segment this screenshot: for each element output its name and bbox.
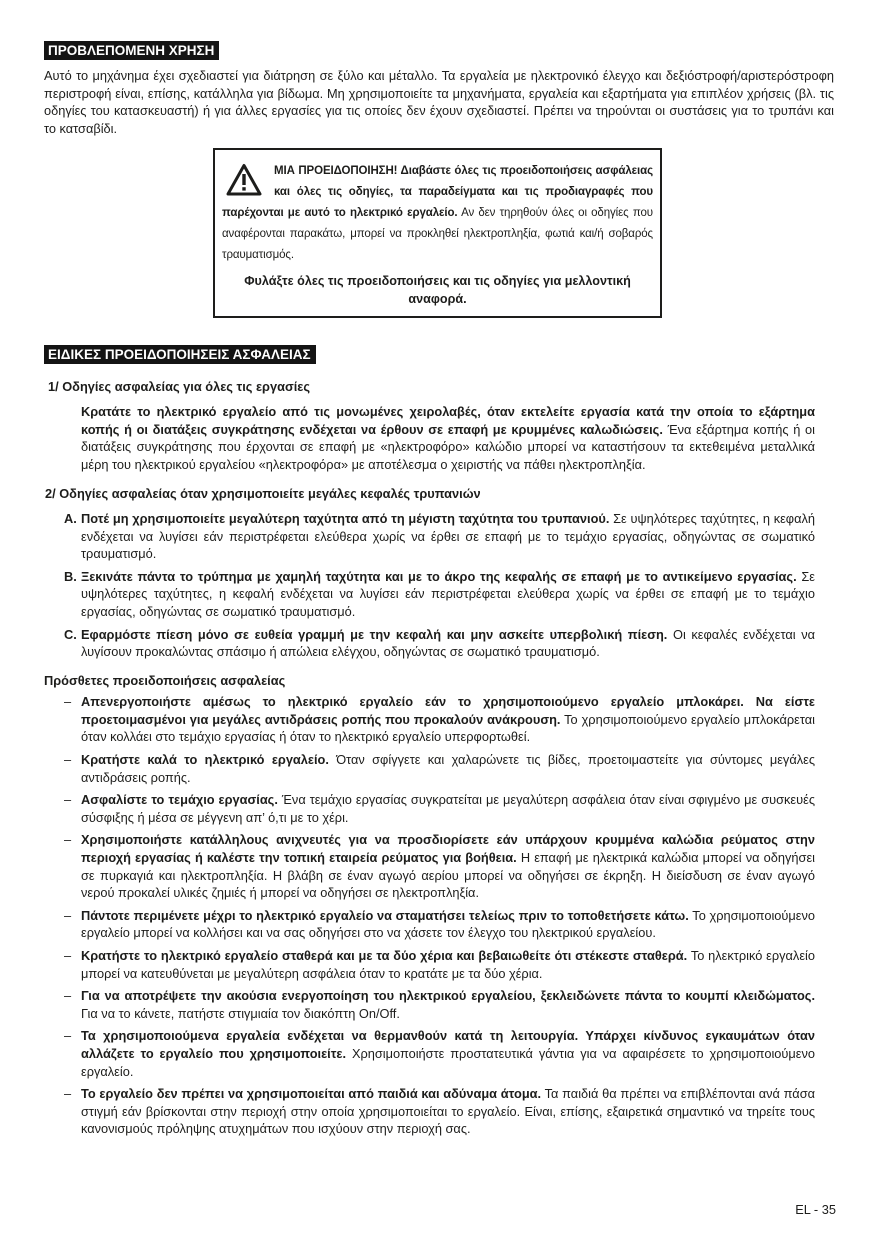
intended-use-text: Αυτό το μηχάνημα έχει σχεδιαστεί για διάτρηση σε ξύλο και μέταλλο. Τα εργαλεία με ηλεκτρονικό έλεγχο και δεξιόστροφή/αριστερόστροφη περιστροφή είναι, επίσης, κατάλληλα για βίδωμα. Μη χρησιμοποιείτε τα μηχανήματα, εργαλεία και εξαρτήματα για επιπλέον χρήσεις (βλ. τις οδηγίες του κατασκευαστή) ή για άλλες εργασίες για τις οποίες δεν έχουν σχεδιαστεί. Πρέπει να τηρούνται οι συστάσεις για το τρυπάνι και το κατσαβίδι. <box>44 68 834 136</box>
item-text <box>81 791 815 826</box>
bullet-dash: – <box>64 752 72 768</box>
bullet-dash: – <box>64 948 72 963</box>
section2-title: 2/ Οδηγίες ασφαλείας όταν χρησιμοποιείτε μεγάλες κεφαλές τρυπανιών <box>45 486 481 502</box>
section1-text <box>81 403 815 473</box>
manual-page <box>44 41 834 1138</box>
item-label: B. <box>64 568 77 584</box>
warning-footer: Φυλάξτε όλες τις προειδοποιήσεις και τις οδηγίες για μελλοντική αναφορά. <box>244 274 631 307</box>
list-item <box>64 831 815 901</box>
bullet-dash: – <box>64 907 72 923</box>
item-label: C. <box>64 626 77 642</box>
item-detail-text: Χρησιμοποιήστε προστατευτικά γάντια για να αφαιρέσετε το χρησιμοποιούμενο εργαλείο. <box>81 1045 815 1079</box>
item-bold-text: Ασφαλίστε το τεμάχιο εργασίας. <box>81 792 278 808</box>
list-item <box>64 987 815 1022</box>
item-bold-text: Εφαρμόστε πίεση μόνο σε ευθεία γραμμή με την κεφαλή και μην ασκείτε υπερβολική πίεση. <box>81 626 668 642</box>
bullet-dash: – <box>64 1086 72 1102</box>
item-text <box>81 987 815 1022</box>
item-detail-text: Η επαφή με ηλεκτρικά καλώδια μπορεί να οδηγήσει σε πυρκαγιά και ηλεκτροπληξία. Η βλάβη σε έναν αγωγό αερίου μπορεί να οδηγήσει σε έκρηξη. Η διείσδυση σε έναν αγωγό νερού προκαλεί υλικές ζημιές ή μπορεί να οδηγήσει σε ηλεκτροπληξία. <box>81 850 815 901</box>
list-item <box>64 791 815 826</box>
item-detail-text: Για να το κάνετε, πατήστε στιγμιαία τον διακόπτη On/Off. <box>81 1005 400 1021</box>
item-text <box>81 831 815 901</box>
safety-warnings-heading: ΕΙΔΙΚΕΣ ΠΡΟΕΙΔΟΠΟΙΗΣΕΙΣ ΑΣΦΑΛΕΙΑΣ <box>44 345 316 364</box>
item-text <box>81 907 815 942</box>
item-text <box>81 751 815 786</box>
item-detail-text: Σε υψηλότερες ταχύτητες, η κεφαλή ενδέχεται να λυγίσει εάν περιστρέφεται ελεύθερα χωρίς να έρθει σε επαφή με το τεμάχιο εργασίας, οδηγώντας σε σωματικό τραυματισμό. <box>81 510 816 562</box>
list-item <box>64 947 815 982</box>
list-item <box>64 907 815 942</box>
item-bold-text: Ποτέ μη χρησιμοποιείτε μεγαλύτερη ταχύτητα από τη μέγιστη ταχύτητα του τρυπανιού. <box>81 510 610 526</box>
item-bold-text: Ξεκινάτε πάντα το τρύπημα με χαμηλή ταχύτητα και με το άκρο της κεφαλής σε επαφή με το αντικείμενο εργασίας. <box>81 568 797 584</box>
bullet-dash: – <box>64 1028 72 1044</box>
bullet-dash: – <box>64 988 72 1004</box>
list-item <box>64 568 815 621</box>
list-item <box>64 626 815 661</box>
list-item <box>64 1085 815 1138</box>
list-item <box>64 751 815 786</box>
list-item <box>64 510 815 563</box>
list-item <box>64 1027 815 1080</box>
item-text <box>81 626 815 661</box>
intended-use-heading: ΠΡΟΒΛΕΠΟΜΕΝΗ ΧΡΗΣΗ <box>44 41 219 60</box>
item-bold-text: Το εργαλείο δεν πρέπει να χρησιμοποιείται από παιδιά και αδύναμα άτομα. <box>81 1086 542 1102</box>
item-detail-text: Όταν σφίγγετε και χαλαρώνετε τις βίδες, προετοιμαστείτε για σύντομες μεγάλες αντιδράσεις ροπής. <box>81 752 815 785</box>
additional-warnings-title: Πρόσθετες προειδοποιήσεις ασφαλείας <box>44 672 286 688</box>
item-detail-text: Το χρησιμοποιούμενο εργαλείο μπλοκάρεται όταν κολλάει στο τεμάχιο εργασίας ή όταν το ηλεκτρικό εργαλείο υπερφορτωθεί. <box>81 711 815 745</box>
bullet-dash: – <box>64 694 72 710</box>
item-detail-text: Το ηλεκτρικό εργαλείο μπορεί να κατευθύνεται με μεγαλύτερη ασφάλεια όταν το κρατάτε με τα δύο χέρια. <box>81 948 816 981</box>
section1-title: 1/ Οδηγίες ασφαλείας για όλες τις εργασίες <box>48 379 310 395</box>
item-bold-text: Κρατήστε καλά το ηλεκτρικό εργαλείο. <box>81 752 329 768</box>
item-text <box>81 693 815 746</box>
item-detail-text: Ένα τεμάχιο εργασίας συγκρατείται με μεγαλύτερη ασφάλεια όταν είναι σφιγμένο με συσκευές σύσφιξης ή μέσα σε μέγγενη απ’ ό,τι με το χέρι. <box>81 792 815 825</box>
section1-bold-text: Κρατάτε το ηλεκτρικό εργαλείο από τις μονωμένες χειρολαβές, όταν εκτελείτε εργασία κατά την οποία το εξάρτημα κοπής ή οι διατάξεις συγκράτησης ενδέχεται να έρθουν σε επαφή με κρυμμένες καλωδιώσεις. <box>81 403 815 437</box>
page-number: EL - 35 <box>795 1202 836 1217</box>
section1-detail-text: Ένα εξάρτημα κοπής ή οι διατάξεις συγκράτησης που έρχονται σε επαφή με «ηλεκτροφόρο» καλώδιο μπορεί να καταστήσουν τα εκτεθειμένα μεταλλικά μέρη του ηλεκτρικού εργαλείου «ηλεκτροφόρα» με αποτέλεσμα ο χειριστής να πάθει ηλεκτροπληξία. <box>81 421 815 472</box>
warning-box <box>213 148 662 318</box>
bullet-dash: – <box>64 792 72 808</box>
item-bold-text: Κρατήστε το ηλεκτρικό εργαλείο σταθερά και με τα δύο χέρια και βεβαιωθείτε ότι στέκεστε σταθερά. <box>81 948 688 963</box>
list-item <box>64 693 815 746</box>
item-text <box>81 510 815 563</box>
item-bold-text: Χρησιμοποιήστε κατάλληλους ανιχνευτές για να προσδιορίσετε εάν υπάρχουν κρυμμένα καλώδια ρεύματος στην περιοχή εργασίας ή καλέστε την τοπική εταιρεία ρεύματος για βοήθεια. <box>81 832 815 866</box>
item-label: A. <box>64 510 77 526</box>
item-bold-text: Πάντοτε περιμένετε μέχρι το ηλεκτρικό εργαλείο να σταματήσει τελείως πριν το τοποθετήσετε κάτω. <box>81 907 689 923</box>
item-detail-text: Οι κεφαλές ενδέχεται να λυγίσουν προκαλώντας σπάσιμο ή απώλεια ελέγχου, οδηγώντας σε σωματικό τραυματισμό. <box>81 626 815 660</box>
item-detail-text: Το χρησιμοποιούμενο εργαλείο μπορεί να κολλήσει και να σας οδηγήσει στο να χάσετε τον έλεγχο του ηλεκτρικού εργαλείου. <box>81 907 815 941</box>
item-bold-text: Τα χρησιμοποιούμενα εργαλεία ενδέχεται να θερμανθούν κατά τη λειτουργία. Υπάρχει κίνδυνος εγκαυμάτων όταν αλλάζετε το εργαλείο που χρησιμοποιείτε. <box>81 1028 815 1061</box>
bullet-dash: – <box>64 832 72 848</box>
warning-detail-text: Αν δεν τηρηθούν όλες οι οδηγίες που αναφέρονται παρακάτω, μπορεί να προκληθεί ηλεκτροπληξία, φωτιά και/ή σοβαρός τραυματισμός. <box>222 207 653 262</box>
item-detail-text: Σε υψηλότερες ταχύτητες, η κεφαλή ενδέχεται να λυγίσει εάν περιστρέφεται ελεύθερα χωρίς να έρθει σε επαφή με το τεμάχιο εργασίας, οδηγώντας σε σωματικό τραυματισμό. <box>81 568 815 619</box>
item-bold-text: Απενεργοποιήστε αμέσως το ηλεκτρικό εργαλείο εάν το χρησιμοποιούμενο εργαλείο μπλοκάρει. Να είστε προετοιμασμένοι για μεγάλες αντιδράσεις ροπής που προκαλούν ανάκρουση. <box>81 694 815 727</box>
item-bold-text: Για να αποτρέψετε την ακούσια ενεργοποίηση του ηλεκτρικού εργαλείου, ξεκλειδώνετε πάντα το κουμπί κλειδώματος. <box>81 988 815 1004</box>
item-detail-text: Τα παιδιά θα πρέπει να επιβλέπονται ανά πάσα στιγμή εάν βρίσκονται στην περιοχή στην οποία χρησιμοποιείται το εργαλείο. Είναι, επίσης, εξαιρετικά σημαντικό να τηρείτε τους κανονισμούς πρόληψης ατυχημάτων που ισχύουν στην περιοχή σας. <box>81 1086 816 1137</box>
item-text <box>81 1085 815 1138</box>
warning-text <box>222 161 653 266</box>
item-text <box>81 568 815 621</box>
item-text <box>81 1027 815 1080</box>
item-text <box>81 947 815 982</box>
warning-triangle-icon <box>226 163 262 197</box>
warning-bold-text: ΜΙΑ ΠΡΟΕΙΔΟΠΟΙΗΣΗ! Διαβάστε όλες τις προειδοποιήσεις ασφάλειας και όλες τις οδηγίες, τα παραδείγματα και τις προδιαγραφές που παρέχονται με αυτό το ηλεκτρικό εργαλείο. <box>222 165 653 220</box>
